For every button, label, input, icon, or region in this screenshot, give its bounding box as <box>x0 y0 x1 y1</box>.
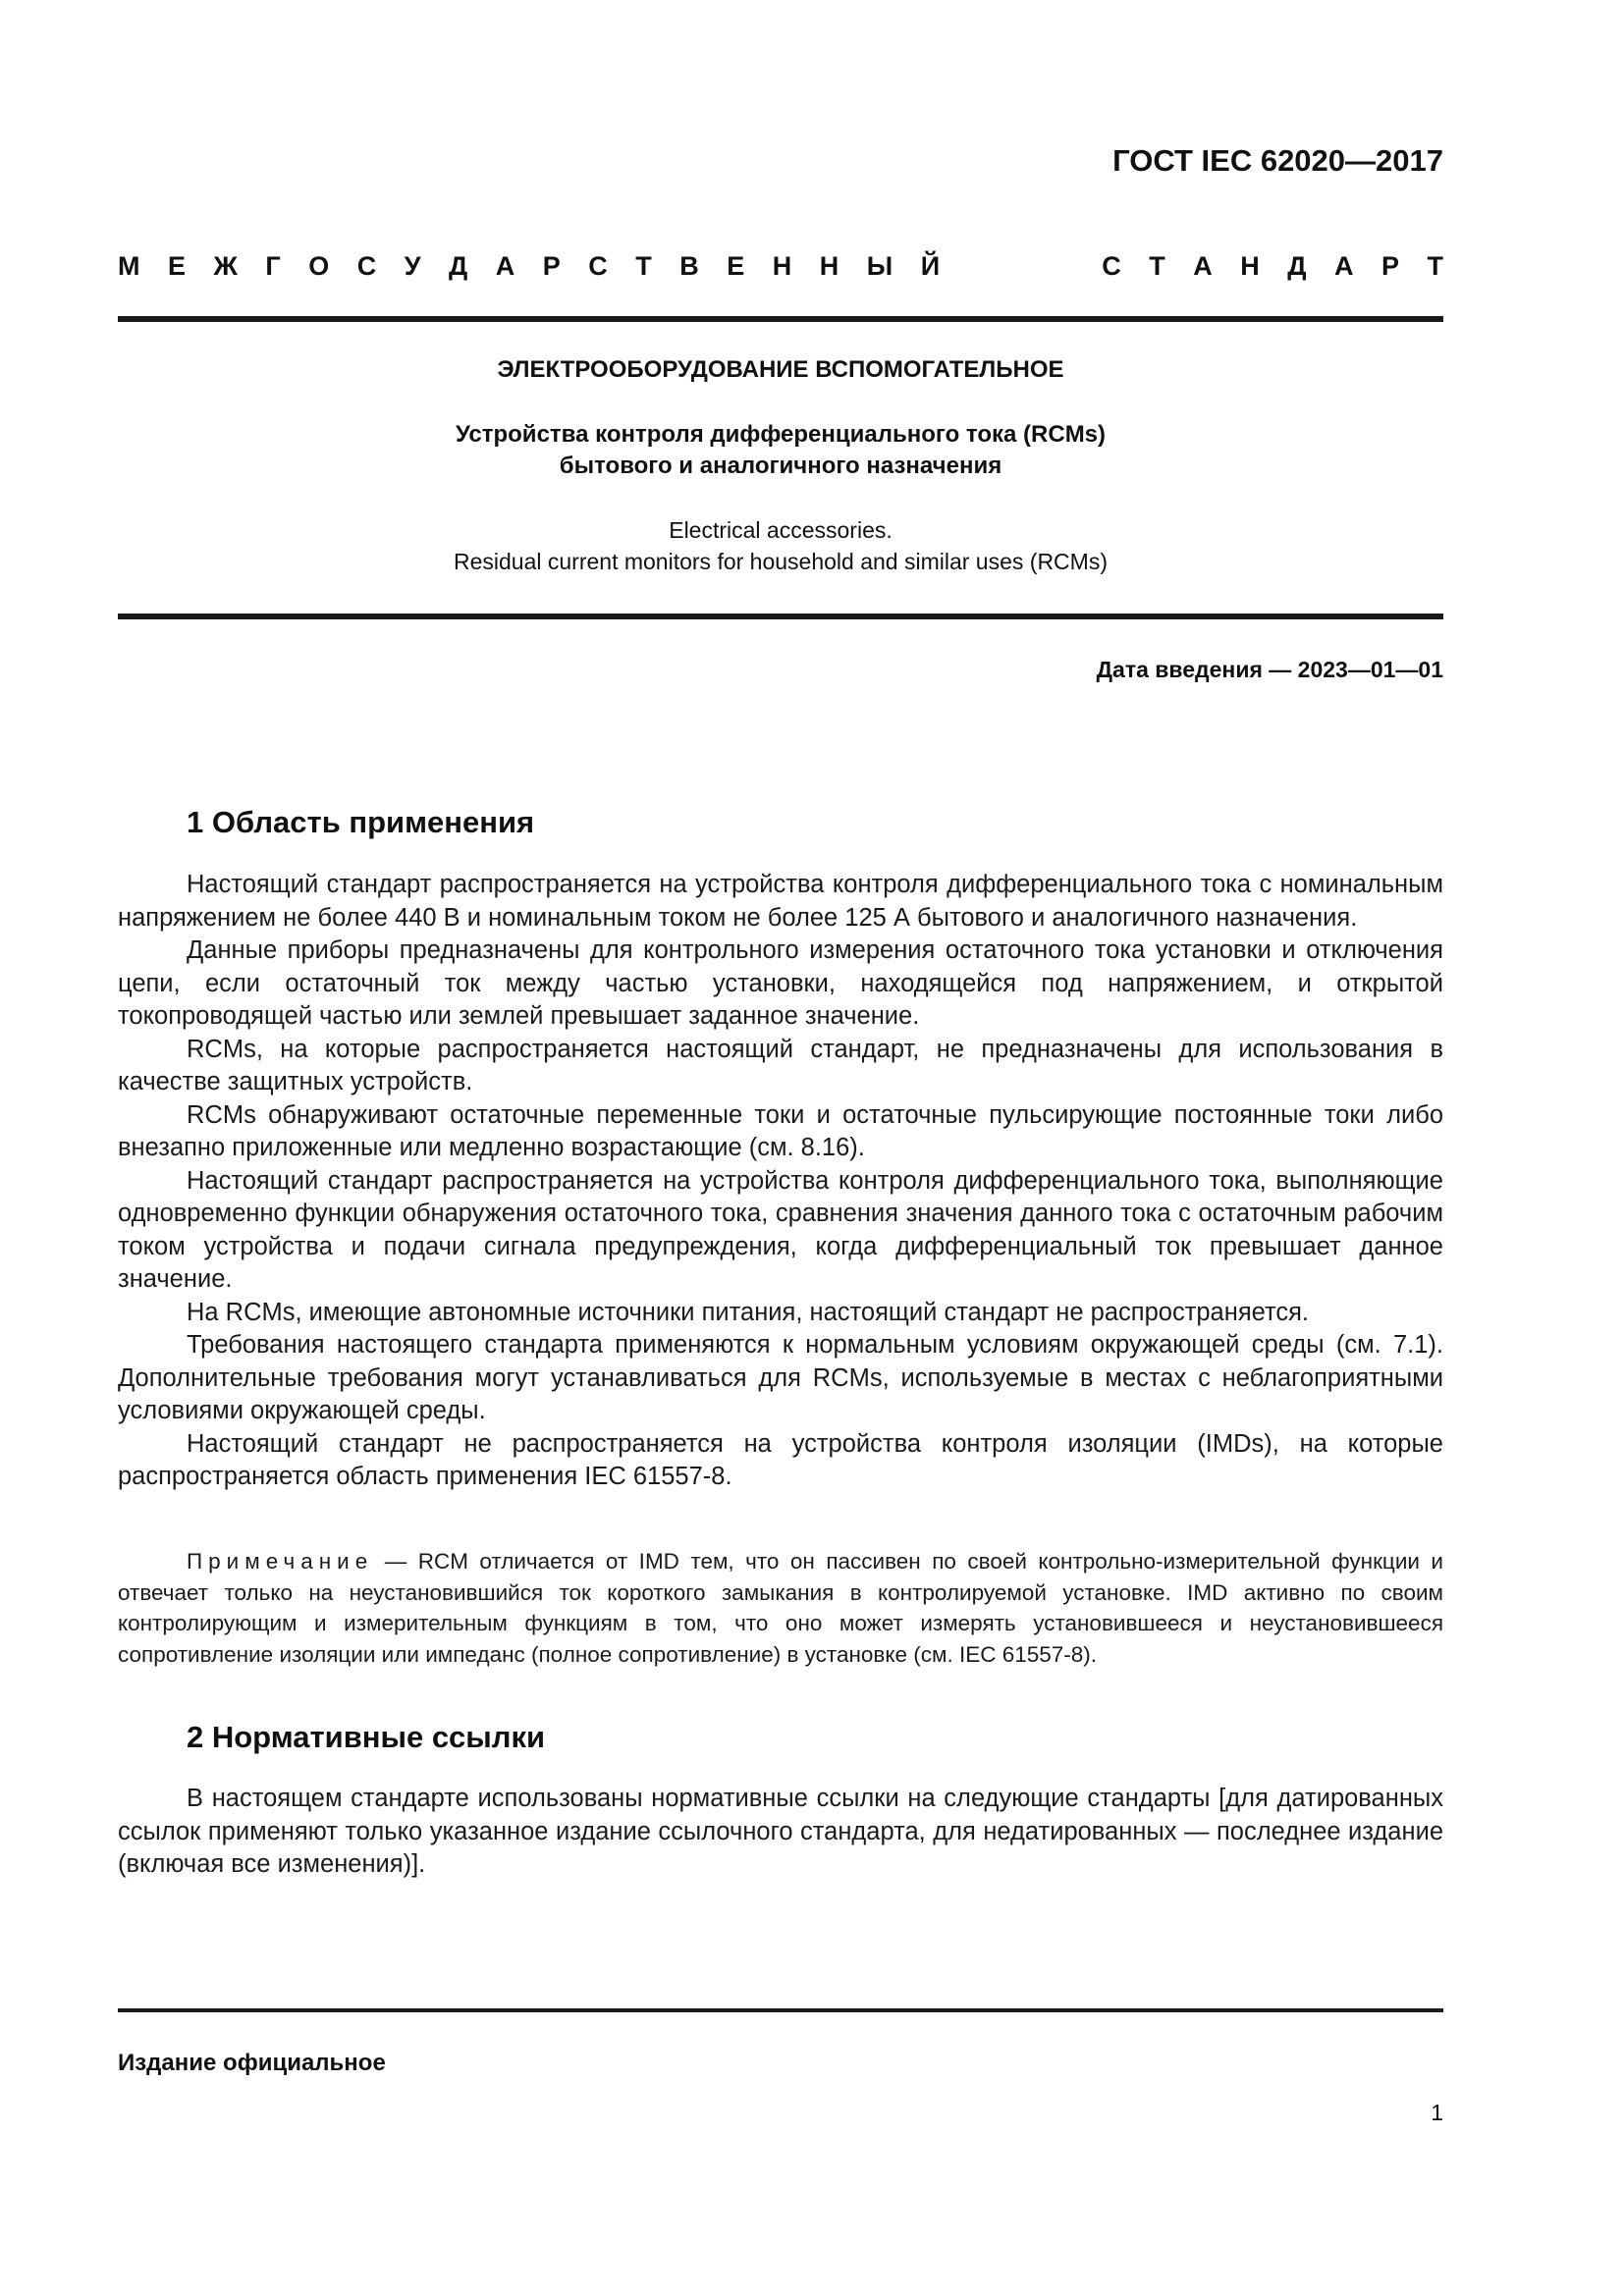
section-1-note <box>118 1546 1443 1670</box>
title-subtitle <box>118 419 1443 482</box>
title-subtitle-line1: Устройства контроля дифференциального тока (RCMs) <box>455 421 1107 448</box>
section-1-paragraph: Настоящий стандарт распространяется на устройства контроля дифференциального тока с номинальным напряжением не более 440 В и номинальным током не более 125 А бытового и аналогичного назначения. <box>118 871 1443 932</box>
section-1-paragraph: Настоящий стандарт распространяется на устройства контроля дифференциального тока, выполняющие одновременно функции обнаружения остаточного тока, сравнения значения данного тока с остаточным рабочим током устройства и подачи сигнала предупреждения, когда дифференциальный ток превышает данное значение. <box>118 1166 1443 1293</box>
section-1-paragraph: Настоящий стандарт не распространяется на устройства контроля изоляции (IMDs), на которые распространяется область применения IEC 61557-8. <box>118 1429 1443 1490</box>
note-label: Примечание <box>187 1549 374 1574</box>
section-2-paragraph: В настоящем стандарте использованы нормативные ссылки на следующие стандарты [для датированных ссылок применяют только указанное издание ссылочного стандарта, для недатированных — последнее издание (включая все изменения)]. <box>118 1785 1443 1878</box>
header-rule-bottom <box>118 614 1443 619</box>
note-text: — RCM отличается от IMD тем, что он пассивен по своей контрольно-измерительной функции и отвечает только на неустановившийся ток короткого замыкания в контролируемой установке. IMD активно по своим контролирующим и измерительным функциям в том, что оно может измерять установившееся и неустановившееся сопротивление изоляции или импеданс (полное сопротивление) в установке (см. IEC 61557-8). <box>118 1549 1443 1667</box>
page-number: 1 <box>1431 2100 1443 2125</box>
standard-type-word-standard: С Т А Н Д А Р Т <box>1102 251 1443 281</box>
section-1-paragraph: На RCMs, имеющие автономные источники питания, настоящий стандарт не распространяется. <box>187 1298 1309 1326</box>
title-english <box>118 514 1443 577</box>
section-2-body <box>118 1783 1443 1882</box>
date-of-introduction: Дата введения — 2023—01—01 <box>1096 657 1443 682</box>
section-1-heading: 1 Область применения <box>187 805 535 839</box>
section-1-body <box>118 869 1443 1494</box>
section-1-paragraph: Требования настоящего стандарта применяются к нормальным условиям окружающей среды (см. 7.1). Дополнительные требования могут устанавливаться для RCMs, используемые в местах с неблагоприятными условиями окружающей среды. <box>118 1331 1443 1424</box>
section-2-heading: 2 Нормативные ссылки <box>187 1720 546 1754</box>
section-1-paragraph: Данные приборы предназначены для контрольного измерения остаточного тока установки и отключения цепи, если остаточный ток между частью установки, находящейся под напряжением, и открытой токопроводящей частью или землей превышает заданное значение. <box>118 936 1443 1030</box>
standard-type-word-interstate: М Е Ж Г О С У Д А Р С Т В Е Н Н Ы Й <box>118 251 941 281</box>
footer-rule <box>118 2008 1443 2012</box>
title-english-line1: Electrical accessories. <box>669 517 893 543</box>
edition-label: Издание официальное <box>118 2050 386 2076</box>
section-1-paragraph: RCMs, на которые распространяется настоящий стандарт, не предназначены для использования в качестве защитных устройств. <box>118 1035 1443 1095</box>
standard-type-banner <box>118 251 1443 282</box>
title-english-line2: Residual current monitors for household and similar uses (RCMs) <box>454 549 1108 574</box>
section-1-paragraph: RCMs обнаруживают остаточные переменные токи и остаточные пульсирующие постоянные токи либо внезапно приложенные или медленно возрастающие (см. 8.16). <box>118 1100 1443 1161</box>
title-main: ЭЛЕКТРООБОРУДОВАНИЕ ВСПОМОГАТЕЛЬНОЕ <box>497 356 1064 383</box>
header-rule-top <box>118 316 1443 322</box>
title-subtitle-line2: бытового и аналогичного назначения <box>559 453 1002 479</box>
standard-code: ГОСТ IEC 62020—2017 <box>1112 143 1443 178</box>
